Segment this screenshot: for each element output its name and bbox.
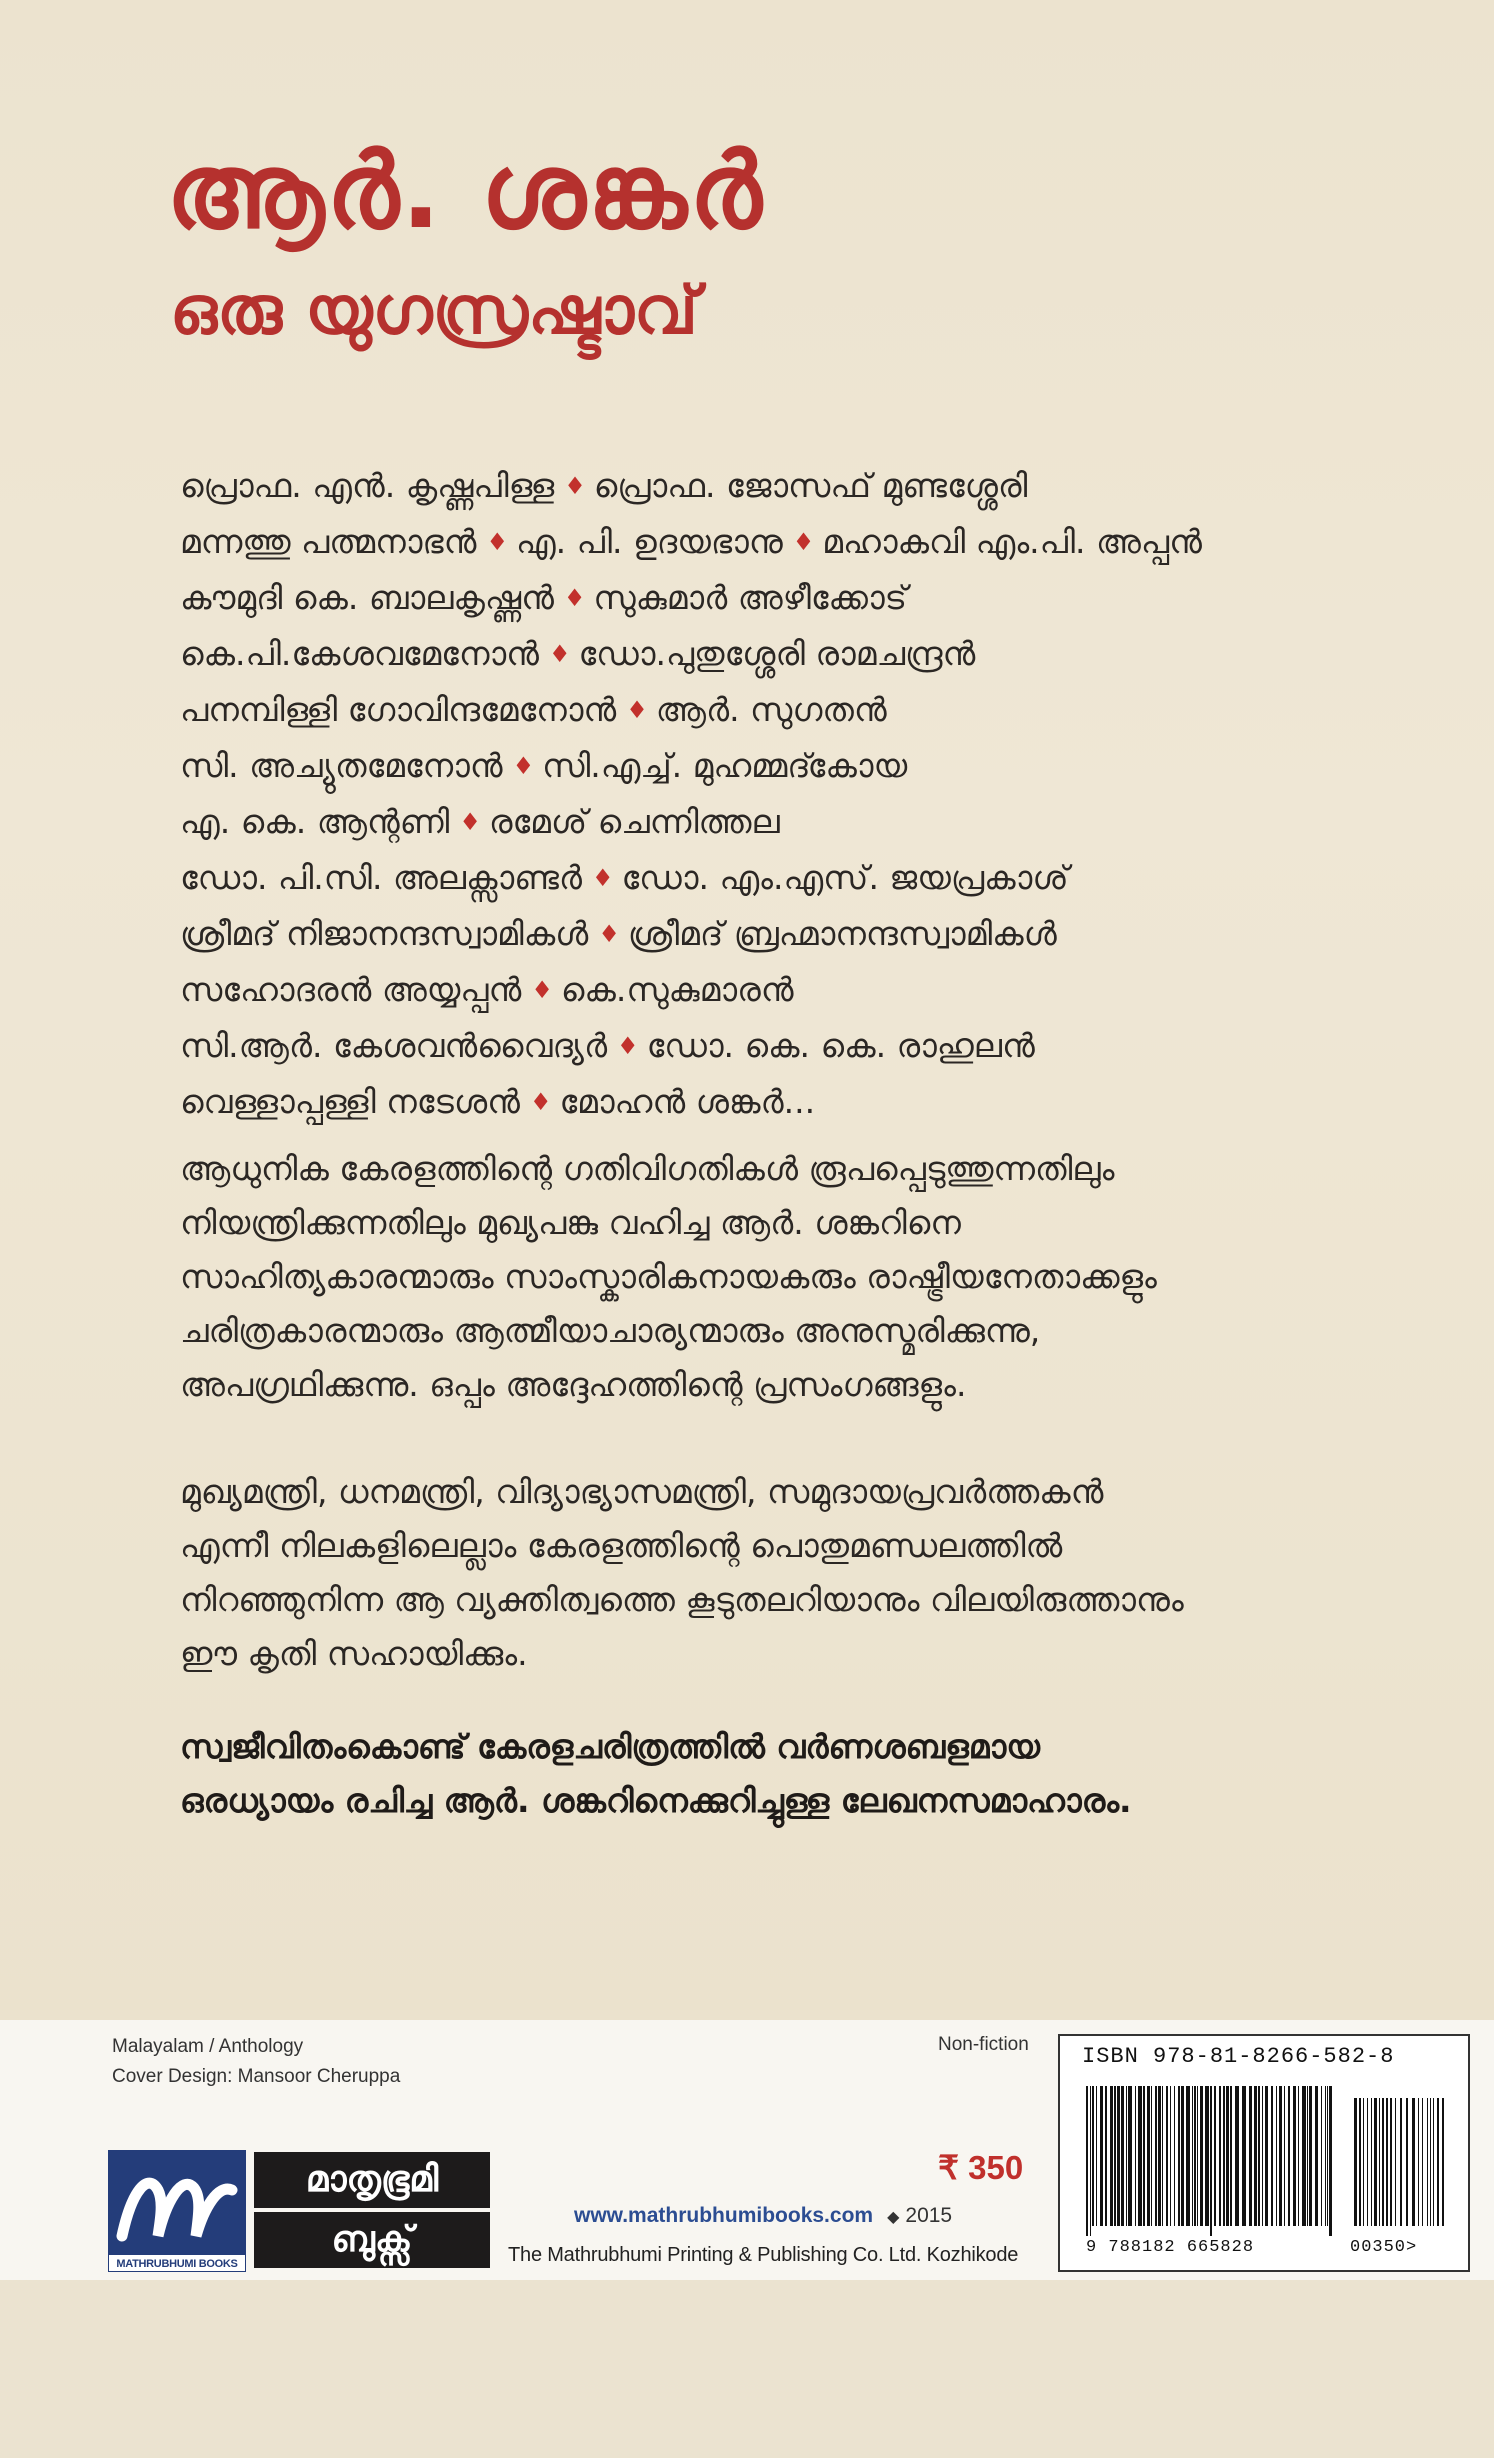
diamond-separator-icon: ♦: [529, 1088, 552, 1116]
barcode-bar: [1100, 2086, 1103, 2226]
barcode-addon-bar: [1406, 2098, 1408, 2226]
barcode-bar: [1223, 2086, 1225, 2226]
barcode-bar: [1325, 2086, 1326, 2226]
contributor-line: [180, 514, 1420, 570]
barcode-bar: [1210, 2086, 1212, 2236]
contributor-name: മോഹൻ ശങ്കർ...: [559, 1082, 816, 1121]
book-meta: [112, 2032, 400, 2092]
barcode-bar: [1114, 2086, 1116, 2226]
barcode-bar: [1197, 2086, 1198, 2226]
barcode-addon-digits: 00350>: [1350, 2238, 1418, 2257]
mathrubhumi-m-icon: [108, 2150, 246, 2272]
contributor-name: പ്രൊഫ. എൻ. കൃഷ്ണപിള്ള: [180, 466, 555, 505]
paragraph-line: അപഗ്രഥിക്കുന്നു. ഒപ്പം അദ്ദേഹത്തിന്റെ പ്രസംഗങ്ങളും.: [180, 1365, 967, 1404]
contributor-name: സഹോദരൻ അയ്യപ്പൻ: [180, 970, 522, 1009]
contributor-name: രമേശ് ചെന്നിത്തല: [488, 802, 780, 841]
barcode-bar: [1219, 2086, 1221, 2226]
contributor-line: [180, 962, 1420, 1018]
barcode-bar: [1128, 2086, 1132, 2226]
barcode-bar: [1315, 2086, 1318, 2226]
contributor-line: [180, 1018, 1420, 1074]
contributor-line: [180, 738, 1420, 794]
contributor-name: ഡോ. എം.എസ്. ജയപ്രകാശ്: [621, 858, 1069, 897]
paragraph-line: ആധുനിക കേരളത്തിന്റെ ഗതിവിഗതികൾ രൂപപ്പെടുത്തുന്നതിലും: [180, 1149, 1115, 1188]
contributor-name: വെള്ളാപ്പള്ളി നടേശൻ: [180, 1082, 520, 1121]
contributor-name: ഡോ. പി.സി. അലക്സാണ്ടർ: [180, 858, 582, 897]
barcode-bar: [1284, 2086, 1285, 2226]
barcode-bar: [1147, 2086, 1150, 2226]
barcode-bar: [1327, 2086, 1328, 2226]
website-row: [574, 2204, 952, 2228]
barcode-bar: [1092, 2086, 1094, 2226]
barcode-addon-bar: [1367, 2098, 1368, 2226]
contributor-line: [180, 850, 1420, 906]
barcode-bar: [1205, 2086, 1209, 2226]
barcode-bars: [1084, 2086, 1448, 2236]
barcode-bar: [1200, 2086, 1203, 2226]
diamond-separator-icon: ♦: [486, 528, 508, 556]
contributor-name: സുകുമാർ അഴീക്കോട്: [593, 578, 908, 617]
contributor-line: [180, 682, 1420, 738]
barcode-bar: [1151, 2086, 1152, 2226]
barcode-addon-bar: [1390, 2098, 1392, 2226]
barcode-bar: [1121, 2086, 1124, 2226]
barcode-bar: [1090, 2086, 1091, 2236]
publisher-logo: [108, 2150, 492, 2272]
barcode-addon-bar: [1382, 2098, 1384, 2226]
diamond-separator-icon: ♦: [459, 808, 481, 836]
contributors-list: [180, 458, 1420, 1130]
barcode-addon-bar: [1379, 2098, 1380, 2226]
barcode-bar: [1288, 2086, 1290, 2226]
barcode-bar: [1298, 2086, 1299, 2226]
barcode-addon-bar: [1386, 2098, 1388, 2226]
barcode-bar: [1293, 2086, 1296, 2226]
price-label: ₹ 350: [938, 2149, 1024, 2186]
paragraph-line: എന്നീ നിലകളിലെല്ലാം കേരളത്തിന്റെ പൊതുമണ്ഡലത്തിൽ: [180, 1526, 1063, 1565]
barcode-addon-bar: [1433, 2098, 1434, 2226]
publication-year: 2015: [905, 2204, 953, 2227]
barcode-bar: [1143, 2086, 1145, 2226]
barcode-bar: [1186, 2086, 1190, 2226]
barcode-bar: [1126, 2086, 1127, 2226]
paragraph-line: മുഖ്യമന്ത്രി, ധനമന്ത്രി, വിദ്യാഭ്യാസമന്ത്രി, സമുദായപ്രവർത്തകൻ: [180, 1472, 1104, 1511]
barcode-bar: [1254, 2086, 1257, 2226]
barcode-bar: [1174, 2086, 1175, 2226]
barcode-bar: [1086, 2086, 1088, 2236]
barcode-addon-bar: [1359, 2098, 1361, 2226]
logo-mark-label: MATHRUBHUMI BOOKS: [108, 2254, 246, 2272]
barcode-bar: [1329, 2086, 1332, 2236]
paragraph-line: നിയന്ത്രിക്കുന്നതിലും മുഖ്യപങ്കു വഹിച്ച ആർ. ശങ്കറിനെ: [180, 1203, 961, 1242]
paragraph-line: ഈ കൃതി സഹായിക്കും.: [180, 1634, 528, 1673]
diamond-separator-icon: ♦: [563, 584, 586, 612]
barcode-bar: [1194, 2086, 1196, 2226]
isbn-barcode: [1058, 2034, 1470, 2272]
description-paragraph-1: [180, 1142, 1410, 1412]
barcode-addon-bar: [1363, 2098, 1364, 2226]
isbn-label: ISBN 978-81-8266-582-8: [1082, 2044, 1395, 2069]
contributor-name: സി.ആർ. കേശവൻവൈദ്യർ: [180, 1026, 608, 1065]
barcode-addon-bar: [1437, 2098, 1439, 2226]
barcode-bar: [1309, 2086, 1312, 2226]
barcode-bar: [1155, 2086, 1157, 2226]
diamond-separator-icon: ♦: [626, 696, 648, 724]
barcode-bar: [1265, 2086, 1268, 2226]
diamond-separator-icon: ♦: [548, 640, 571, 668]
contributor-name: സി.എച്ച്. മുഹമ്മദ്കോയ: [542, 746, 908, 785]
contributor-name: പ്രൊഫ. ജോസഫ് മുണ്ടശ്ശേരി: [593, 466, 1028, 505]
contributor-name: എ. കെ. ആന്റണി: [180, 802, 450, 841]
barcode-digits: 9 788182 665828: [1086, 2238, 1255, 2257]
barcode-bar: [1307, 2086, 1308, 2226]
contributor-name: ആർ. സുഗതൻ: [655, 690, 887, 729]
book-title: ആർ. ശങ്കർ: [166, 130, 764, 252]
barcode-bar: [1276, 2086, 1277, 2226]
diamond-separator-icon: ♦: [512, 752, 535, 780]
barcode-bar: [1178, 2086, 1180, 2226]
paragraph-line: സ്വജീവിതംകൊണ്ട് കേരളചരിത്രത്തിൽ വർണശബളമായ: [180, 1727, 1040, 1766]
barcode-addon-bar: [1400, 2098, 1402, 2226]
diamond-separator-icon: ♦: [564, 472, 586, 500]
diamond-separator-icon: ♦: [531, 976, 553, 1004]
barcode-bar: [1135, 2086, 1136, 2226]
barcode-bar: [1214, 2086, 1216, 2226]
barcode-bar: [1096, 2086, 1097, 2226]
barcode-bar: [1279, 2086, 1282, 2226]
barcode-bar: [1158, 2086, 1161, 2226]
barcode-bar: [1262, 2086, 1263, 2226]
barcode-bar: [1117, 2086, 1120, 2226]
contributor-name: കെ.പി.കേശവമേനോൻ: [180, 634, 539, 673]
contributor-line: [180, 1074, 1420, 1130]
barcode-bar: [1110, 2086, 1113, 2226]
barcode-bar: [1230, 2086, 1232, 2226]
diamond-separator-icon: ♦: [617, 1032, 639, 1060]
genre-label: Non-fiction: [938, 2034, 1029, 2055]
barcode-addon-bar: [1374, 2098, 1377, 2226]
description-paragraph-3: [180, 1720, 1410, 1828]
contributor-name: പനമ്പിള്ളി ഗോവിന്ദമേനോൻ: [180, 690, 617, 729]
contributor-name: എ. പി. ഉദയഭാനു: [515, 522, 783, 561]
barcode-bar: [1235, 2086, 1239, 2226]
paragraph-line: സാഹിത്യകാരന്മാരും സാംസ്കാരികനായകരും രാഷ്ട്രീയനേതാക്കളും: [180, 1257, 1157, 1296]
website-link[interactable]: www.mathrubhumibooks.com: [574, 2204, 874, 2227]
barcode-bar: [1226, 2086, 1229, 2226]
barcode-bar: [1162, 2086, 1163, 2226]
barcode-bar: [1271, 2086, 1273, 2226]
contributor-name: ഡോ.പുതുശ്ശേരി രാമചന്ദ്രൻ: [578, 634, 976, 673]
barcode-bar: [1242, 2086, 1246, 2226]
logo-name-line-2: ബുക്സ്: [254, 2212, 490, 2268]
year-separator-icon: ◆: [887, 2209, 900, 2226]
diamond-separator-icon: ♦: [792, 528, 815, 556]
book-subtitle: ഒരു യുഗസ്രഷ്ടാവ്: [170, 272, 698, 349]
barcode-addon-bar: [1422, 2098, 1423, 2226]
contributor-name: കൗമുദി കെ. ബാലകൃഷ്ണൻ: [180, 578, 554, 617]
diamond-separator-icon: ♦: [598, 920, 620, 948]
category-label: Malayalam / Anthology: [112, 2036, 304, 2057]
barcode-bar: [1138, 2086, 1142, 2226]
contributor-name: മഹാകവി എം.പി. അപ്പൻ: [822, 522, 1202, 561]
contributor-name: ശ്രീമദ് നിജാനന്ദസ്വാമികൾ: [180, 914, 589, 953]
contributor-line: [180, 626, 1420, 682]
contributor-name: മന്നത്തു പത്മനാഭൻ: [180, 522, 477, 561]
barcode-addon-bar: [1430, 2098, 1431, 2226]
barcode-bar: [1258, 2086, 1260, 2226]
barcode-bar: [1192, 2086, 1193, 2226]
barcode-addon-bar: [1371, 2098, 1372, 2226]
barcode-bar: [1249, 2086, 1252, 2226]
paragraph-line: നിറഞ്ഞുനിന്ന ആ വ്യക്തിത്വത്തെ കൂടുതലറിയാനും വിലയിരുത്താനും: [180, 1580, 1184, 1619]
contributor-line: [180, 458, 1420, 514]
contributor-name: ശ്രീമദ് ബ്രഹ്മാനന്ദസ്വാമികൾ: [627, 914, 1057, 953]
bottom-band: [0, 2280, 1494, 2458]
publisher-name: The Mathrubhumi Printing & Publishing Co. Ltd. Kozhikode: [508, 2244, 1019, 2266]
cover-design-credit: Cover Design: Mansoor Cheruppa: [112, 2066, 401, 2087]
barcode-bar: [1105, 2086, 1107, 2226]
diamond-separator-icon: ♦: [592, 864, 614, 892]
barcode-addon-bar: [1418, 2098, 1419, 2226]
logo-name-line-1: മാതൃഭൂമി: [254, 2152, 490, 2208]
barcode-bar: [1166, 2086, 1168, 2226]
contributor-name: ഡോ. കെ. കെ. രാഹുലൻ: [646, 1026, 1035, 1065]
contributor-line: [180, 794, 1420, 850]
contributor-line: [180, 570, 1420, 626]
barcode-bar: [1181, 2086, 1184, 2226]
barcode-addon-bar: [1427, 2098, 1428, 2226]
contributor-name: സി. അച്യുതമേനോൻ: [180, 746, 503, 785]
barcode-addon-bar: [1412, 2098, 1415, 2226]
barcode-addon-bar: [1395, 2098, 1396, 2226]
barcode-addon-bar: [1442, 2098, 1444, 2226]
contributor-name: കെ.സുകുമാരൻ: [560, 970, 794, 1009]
barcode-bar: [1170, 2086, 1171, 2226]
description-paragraph-2: [180, 1465, 1410, 1681]
barcode-addon-bar: [1354, 2098, 1357, 2226]
barcode-bar: [1321, 2086, 1322, 2226]
contributor-line: [180, 906, 1420, 962]
paragraph-line: ഒരധ്യായം രചിച്ച ആർ. ശങ്കറിനെക്കുറിച്ചുള്ള ലേഖനസമാഹാരം.: [180, 1781, 1132, 1820]
barcode-bar: [1302, 2086, 1306, 2226]
paragraph-line: ചരിത്രകാരന്മാരും ആത്മീയാചാര്യന്മാരും അനുസ്മരിക്കുന്നു,: [180, 1311, 1041, 1350]
